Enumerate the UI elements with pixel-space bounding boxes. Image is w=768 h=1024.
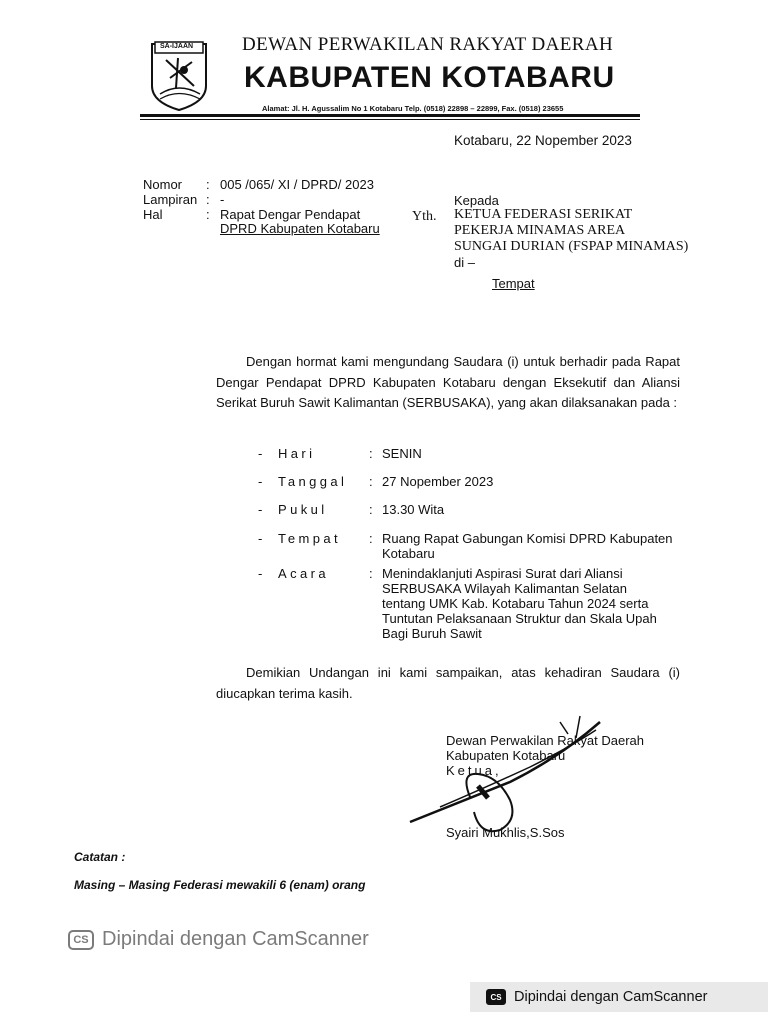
signature-line1: Dewan Perwakilan Rakyat Daerah	[446, 733, 644, 748]
detail-colon: :	[369, 566, 373, 581]
lampiran-label: Lampiran	[143, 192, 198, 207]
signatory-name: Syairi Mukhlis,S.Sos	[446, 825, 565, 840]
nomor-label: Nomor	[143, 177, 183, 192]
logo-text: SA-IJAAN	[160, 43, 194, 50]
detail-dash: -	[258, 531, 263, 546]
camscanner-watermark	[68, 928, 369, 951]
detail-dash: -	[258, 502, 263, 517]
nomor-colon: :	[206, 177, 210, 192]
detail-dash: -	[258, 446, 263, 461]
detail-value-acara: Menindaklanjuti Aspirasi Surat dari Aliansi SERBUSAKA Wilayah Kalimantan Selatan tentang UMK Kab. Kotabaru Tahun 2024 serta Tuntutan Pelaksanaan Struktur dan Skala Upah Bagi Buruh Sawit	[382, 566, 657, 641]
detail-colon: :	[369, 531, 373, 546]
lampiran-value: -	[220, 192, 225, 207]
org-name-top: DEWAN PERWAKILAN RAKYAT DAERAH	[242, 34, 614, 55]
note-text: Masing – Masing Federasi mewakili 6 (enam) orang	[74, 878, 366, 892]
header-rule-thin	[140, 119, 640, 120]
hal-colon: :	[206, 207, 210, 222]
hal-label: Hal	[143, 207, 163, 222]
signature-line2: Kabupaten Kotabaru	[446, 748, 566, 763]
detail-dash: -	[258, 566, 263, 581]
camscanner-badge-icon: CS	[486, 989, 506, 1005]
recipient-line2: PEKERJA MINAMAS AREA	[454, 223, 626, 238]
camscanner-icon: CS	[68, 930, 94, 950]
note-title: Catatan :	[74, 850, 126, 864]
body-paragraph-text: Dengan hormat kami mengundang Saudara (i) untuk berhadir pada Rapat Dengar Pendapat DPRD Kabupaten Kotabaru dengan Eksekutif dan Aliansi Serikat Buruh Sawit Kalimantan (SERBUSAKA), yang akan dilaksanakan pada :	[216, 354, 680, 410]
header-rule-thick	[140, 114, 640, 117]
detail-value-tanggal: 27 Nopember 2023	[382, 474, 494, 489]
tempat-label: Tempat	[492, 276, 535, 291]
closing-paragraph	[216, 662, 680, 704]
closing-text: Demikian Undangan ini kami sampaikan, atas kehadiran Saudara (i) diucapkan terima kasih.	[216, 665, 680, 701]
detail-label-tanggal: Tanggal	[278, 474, 348, 489]
di-label: di –	[454, 255, 475, 270]
org-name-main: KABUPATEN KOTABARU	[244, 61, 615, 94]
detail-dash: -	[258, 474, 263, 489]
kepada-label: Kepada	[454, 193, 499, 208]
signature-line3: Ketua,	[446, 763, 502, 778]
lampiran-colon: :	[206, 192, 210, 207]
camscanner-badge	[470, 982, 768, 1012]
detail-label-hari: Hari	[278, 446, 316, 461]
camscanner-watermark-text: Dipindai dengan CamScanner	[102, 928, 369, 950]
detail-value-hari: SENIN	[382, 446, 422, 461]
dprd-logo	[148, 38, 210, 112]
detail-value-pukul: 13.30 Wita	[382, 502, 445, 517]
detail-colon: :	[369, 502, 373, 517]
recipient-line3: SUNGAI DURIAN (FSPAP MINAMAS)	[454, 239, 689, 254]
letter-date: Kotabaru, 22 Nopember 2023	[454, 133, 632, 148]
camscanner-badge-text: Dipindai dengan CamScanner	[514, 989, 708, 1005]
detail-colon: :	[369, 446, 373, 461]
detail-colon: :	[369, 474, 373, 489]
hal-value-line1: Rapat Dengar Pendapat	[220, 207, 361, 222]
yth-label: Yth.	[412, 209, 437, 224]
hal-value-line2: DPRD Kabupaten Kotabaru	[220, 221, 380, 236]
org-address: Alamat: Jl. H. Agussalim No 1 Kotabaru Telp. (0518) 22898 – 22899, Fax. (0518) 23655	[262, 104, 564, 113]
nomor-value: 005 /065/ XI / DPRD/ 2023	[220, 177, 374, 192]
handwritten-signature	[400, 712, 620, 842]
detail-label-acara: Acara	[278, 566, 329, 581]
recipient-name	[454, 207, 688, 255]
body-paragraph	[216, 352, 680, 414]
detail-label-pukul: Pukul	[278, 502, 328, 517]
detail-value-tempat: Ruang Rapat Gabungan Komisi DPRD Kabupaten Kotabaru	[382, 531, 673, 561]
recipient-line1: KETUA FEDERASI SERIKAT	[454, 207, 633, 222]
detail-label-tempat: Tempat	[278, 531, 342, 546]
